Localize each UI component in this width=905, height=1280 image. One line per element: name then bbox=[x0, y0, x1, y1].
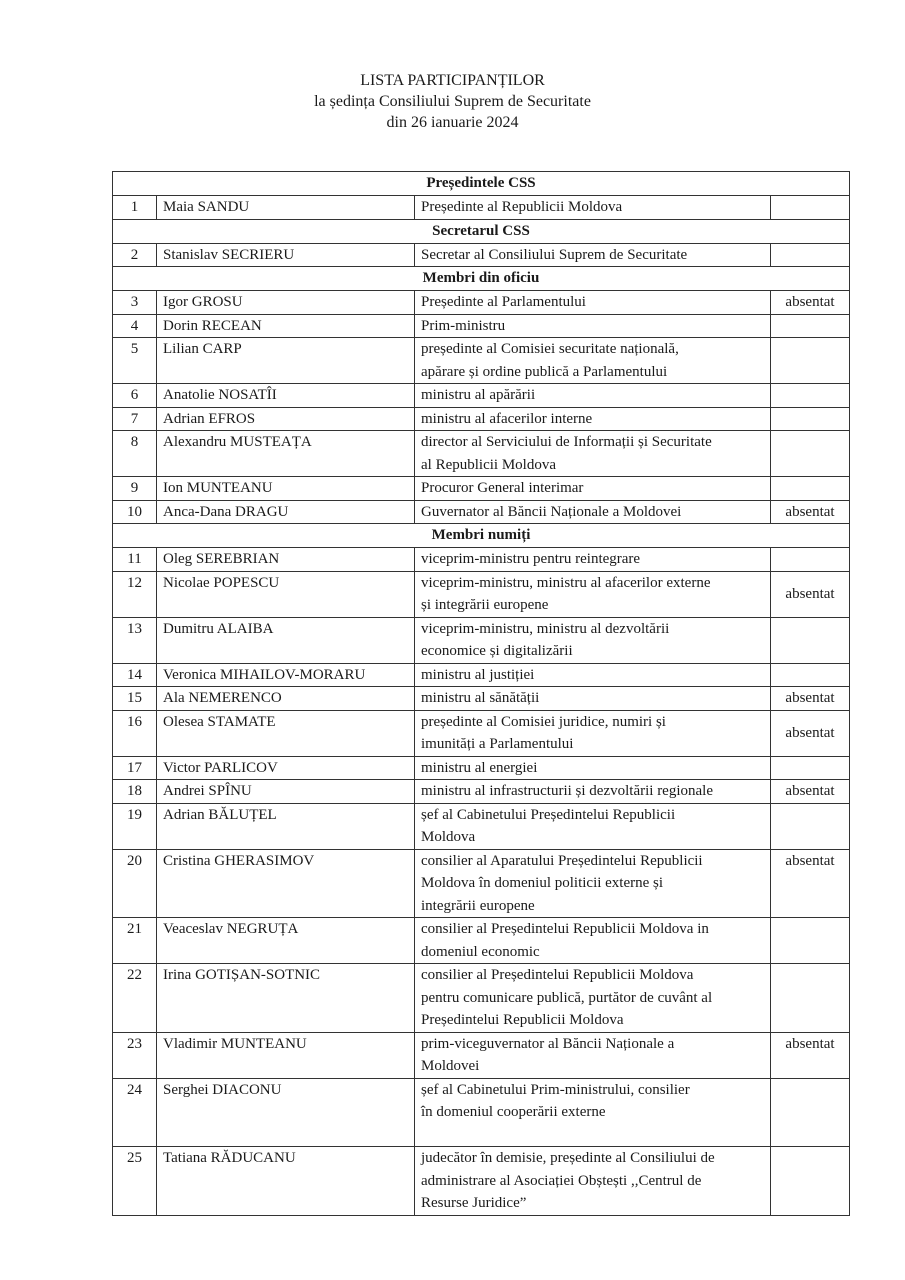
participant-position bbox=[415, 803, 771, 849]
participant-number: 13 bbox=[113, 617, 157, 663]
position-line: Moldova în domeniul politicii externe și bbox=[421, 875, 664, 891]
participant-name: Andrei SPÎNU bbox=[157, 780, 415, 804]
participant-name: Ion MUNTEANU bbox=[157, 477, 415, 501]
participant-name: Dumitru ALAIBA bbox=[157, 617, 415, 663]
participant-number: 1 bbox=[113, 196, 157, 220]
position-line: Resurse Juridice” bbox=[421, 1195, 527, 1211]
participants-table bbox=[112, 171, 850, 1216]
participant-row bbox=[113, 571, 850, 617]
participant-position bbox=[415, 849, 771, 918]
participant-row bbox=[113, 803, 850, 849]
position-line: domeniul economic bbox=[421, 943, 540, 960]
position-line: Președintelui Republicii Moldova bbox=[421, 1012, 624, 1028]
participant-number: 16 bbox=[113, 710, 157, 756]
attendance-status bbox=[771, 477, 850, 501]
participant-position bbox=[415, 407, 771, 431]
position-line: și integrării europene bbox=[421, 597, 549, 613]
participant-position bbox=[415, 196, 771, 220]
position-line: director al Serviciului de Informații și Securitate bbox=[421, 434, 712, 450]
participant-name: Stanislav SECRIERU bbox=[157, 243, 415, 267]
participant-name: Adrian EFROS bbox=[157, 407, 415, 431]
attendance-status: absentat bbox=[771, 780, 850, 804]
position-line: Moldovei bbox=[421, 1058, 480, 1074]
participant-position bbox=[415, 964, 771, 1033]
participant-name: Alexandru MUSTEAȚA bbox=[157, 431, 415, 477]
attendance-status bbox=[771, 964, 850, 1033]
participant-row bbox=[113, 338, 850, 384]
participant-number: 22 bbox=[113, 964, 157, 1033]
position-line: șef al Cabinetului Președintelui Republicii bbox=[421, 806, 676, 823]
participant-name: Adrian BĂLUȚEL bbox=[157, 803, 415, 849]
participant-row bbox=[113, 291, 850, 315]
document-title: LISTA PARTICIPANȚILOR bbox=[360, 72, 545, 89]
attendance-status bbox=[771, 918, 850, 964]
participant-position bbox=[415, 1032, 771, 1078]
document-subtitle: la ședința Consiliului Suprem de Securitate bbox=[314, 93, 591, 110]
attendance-status: absentat bbox=[771, 291, 850, 315]
participant-number: 17 bbox=[113, 756, 157, 780]
participant-number: 12 bbox=[113, 571, 157, 617]
participant-name: Ala NEMERENCO bbox=[157, 687, 415, 711]
section-title: Membri numiți bbox=[113, 524, 850, 548]
participant-position bbox=[415, 617, 771, 663]
participant-position bbox=[415, 384, 771, 408]
position-line: consilier al Aparatului Președintelui Republicii bbox=[421, 852, 703, 869]
position-line: prim-viceguvernator al Băncii Naționale a bbox=[421, 1035, 675, 1052]
section-row bbox=[113, 524, 850, 548]
participant-row bbox=[113, 407, 850, 431]
participant-row bbox=[113, 243, 850, 267]
attendance-status bbox=[771, 803, 850, 849]
participant-number: 18 bbox=[113, 780, 157, 804]
participant-name: Cristina GHERASIMOV bbox=[157, 849, 415, 918]
position-line: integrării europene bbox=[421, 897, 535, 914]
participant-name: Irina GOTIȘAN-SOTNIC bbox=[157, 964, 415, 1033]
participant-name: Oleg SEREBRIAN bbox=[157, 548, 415, 572]
participant-name: Dorin RECEAN bbox=[157, 314, 415, 338]
attendance-status: absentat bbox=[771, 849, 850, 918]
position-line: ministru al energiei bbox=[421, 759, 538, 776]
attendance-status: absentat bbox=[771, 571, 850, 617]
participant-row bbox=[113, 431, 850, 477]
attendance-status: absentat bbox=[771, 1032, 850, 1078]
participant-name: Anatolie NOSATÎI bbox=[157, 384, 415, 408]
position-line: apărare și ordine publică a Parlamentului bbox=[421, 363, 668, 380]
attendance-status bbox=[771, 617, 850, 663]
participant-row bbox=[113, 196, 850, 220]
participant-name: Tatiana RĂDUCANU bbox=[157, 1147, 415, 1216]
participant-number: 24 bbox=[113, 1078, 157, 1147]
participant-position bbox=[415, 548, 771, 572]
participant-row bbox=[113, 314, 850, 338]
participant-row bbox=[113, 964, 850, 1033]
attendance-status bbox=[771, 196, 850, 220]
position-line: șef al Cabinetului Prim-ministrului, consilier bbox=[421, 1081, 690, 1098]
participant-position bbox=[415, 338, 771, 384]
section-title: Membri din oficiu bbox=[113, 267, 850, 291]
participant-name: Victor PARLICOV bbox=[157, 756, 415, 780]
participant-row bbox=[113, 687, 850, 711]
participant-position bbox=[415, 291, 771, 315]
participant-name: Maia SANDU bbox=[157, 196, 415, 220]
position-line: ministru al justiției bbox=[421, 666, 535, 683]
participant-row bbox=[113, 1147, 850, 1216]
participant-position bbox=[415, 314, 771, 338]
attendance-status bbox=[771, 431, 850, 477]
position-line: consilier al Președintelui Republicii Moldova bbox=[421, 967, 694, 983]
attendance-status bbox=[771, 243, 850, 267]
participant-position bbox=[415, 431, 771, 477]
position-line: ministru al apărării bbox=[421, 387, 536, 403]
participant-name: Veronica MIHAILOV-MORARU bbox=[157, 663, 415, 687]
position-line: ministru al infrastructurii și dezvoltării regionale bbox=[421, 783, 713, 799]
participant-number: 23 bbox=[113, 1032, 157, 1078]
participant-number: 4 bbox=[113, 314, 157, 338]
participant-name: Lilian CARP bbox=[157, 338, 415, 384]
position-line: economice și digitalizării bbox=[421, 643, 573, 659]
position-line: viceprim-ministru, ministru al afacerilor externe bbox=[421, 574, 711, 591]
participant-row bbox=[113, 548, 850, 572]
participant-number: 10 bbox=[113, 500, 157, 524]
attendance-status: absentat bbox=[771, 500, 850, 524]
position-line: viceprim-ministru, ministru al dezvoltării bbox=[421, 620, 670, 637]
participant-name: Veaceslav NEGRUȚA bbox=[157, 918, 415, 964]
participant-name: Nicolae POPESCU bbox=[157, 571, 415, 617]
participant-row bbox=[113, 1078, 850, 1147]
attendance-status bbox=[771, 384, 850, 408]
participant-number: 3 bbox=[113, 291, 157, 315]
participant-position bbox=[415, 687, 771, 711]
participant-row bbox=[113, 849, 850, 918]
participant-row bbox=[113, 663, 850, 687]
attendance-status: absentat bbox=[771, 687, 850, 711]
participant-number: 21 bbox=[113, 918, 157, 964]
participant-position bbox=[415, 710, 771, 756]
position-line: Președinte al Republicii Moldova bbox=[421, 199, 623, 215]
participant-position bbox=[415, 243, 771, 267]
position-line: Guvernator al Băncii Naționale a Moldovei bbox=[421, 503, 682, 520]
participant-row bbox=[113, 780, 850, 804]
participant-number: 7 bbox=[113, 407, 157, 431]
position-line: judecător în demisie, președinte al Consiliului de bbox=[421, 1150, 715, 1166]
attendance-status: absentat bbox=[771, 710, 850, 756]
section-row bbox=[113, 219, 850, 243]
participant-row bbox=[113, 1032, 850, 1078]
participant-position bbox=[415, 500, 771, 524]
participant-position bbox=[415, 477, 771, 501]
participant-name: Igor GROSU bbox=[157, 291, 415, 315]
attendance-status bbox=[771, 1078, 850, 1147]
position-line: Președinte al Parlamentului bbox=[421, 294, 586, 310]
attendance-status bbox=[771, 1147, 850, 1216]
position-line: ministru al afacerilor interne bbox=[421, 410, 593, 427]
participant-number: 6 bbox=[113, 384, 157, 408]
position-line: în domeniul cooperării externe bbox=[421, 1104, 606, 1120]
position-line: imunități a Parlamentului bbox=[421, 736, 574, 752]
participant-position bbox=[415, 918, 771, 964]
position-line: președinte al Comisiei securitate națională, bbox=[421, 341, 679, 357]
participant-number: 11 bbox=[113, 548, 157, 572]
document-header bbox=[0, 70, 905, 133]
position-line: consilier al Președintelui Republicii Moldova in bbox=[421, 921, 709, 937]
participant-number: 20 bbox=[113, 849, 157, 918]
section-title: Secretarul CSS bbox=[113, 219, 850, 243]
participant-row bbox=[113, 384, 850, 408]
participant-name: Anca-Dana DRAGU bbox=[157, 500, 415, 524]
participant-position bbox=[415, 571, 771, 617]
participant-position bbox=[415, 1147, 771, 1216]
participant-number: 15 bbox=[113, 687, 157, 711]
position-line: Procuror General interimar bbox=[421, 480, 584, 496]
position-line: viceprim-ministru pentru reintegrare bbox=[421, 551, 641, 567]
participant-position bbox=[415, 780, 771, 804]
participant-number: 14 bbox=[113, 663, 157, 687]
participant-number: 9 bbox=[113, 477, 157, 501]
participant-row bbox=[113, 500, 850, 524]
position-line: președinte al Comisiei juridice, numiri și bbox=[421, 713, 666, 730]
participant-name: Olesea STAMATE bbox=[157, 710, 415, 756]
position-line bbox=[421, 1124, 764, 1147]
position-line: Secretar al Consiliului Suprem de Securitate bbox=[421, 246, 688, 263]
position-line: ministru al sănătății bbox=[421, 690, 540, 706]
position-line: al Republicii Moldova bbox=[421, 456, 556, 473]
attendance-status bbox=[771, 338, 850, 384]
participant-number: 2 bbox=[113, 243, 157, 267]
position-line: Prim-ministru bbox=[421, 317, 506, 334]
participant-position bbox=[415, 1078, 771, 1147]
participant-number: 25 bbox=[113, 1147, 157, 1216]
participant-row bbox=[113, 756, 850, 780]
participant-number: 19 bbox=[113, 803, 157, 849]
participant-row bbox=[113, 918, 850, 964]
participant-number: 8 bbox=[113, 431, 157, 477]
participant-row bbox=[113, 617, 850, 663]
position-line: Moldova bbox=[421, 829, 476, 845]
participant-name: Vladimir MUNTEANU bbox=[157, 1032, 415, 1078]
participant-position bbox=[415, 756, 771, 780]
attendance-status bbox=[771, 663, 850, 687]
section-row bbox=[113, 172, 850, 196]
participant-name: Serghei DIACONU bbox=[157, 1078, 415, 1147]
attendance-status bbox=[771, 548, 850, 572]
participant-row bbox=[113, 710, 850, 756]
participant-position bbox=[415, 663, 771, 687]
participant-row bbox=[113, 477, 850, 501]
position-line: administrare al Asociației Obștești ,,Centrul de bbox=[421, 1172, 702, 1189]
attendance-status bbox=[771, 407, 850, 431]
position-line: pentru comunicare publică, purtător de cuvânt al bbox=[421, 989, 713, 1006]
section-row bbox=[113, 267, 850, 291]
attendance-status bbox=[771, 756, 850, 780]
section-title: Președintele CSS bbox=[113, 172, 850, 196]
document-date: din 26 ianuarie 2024 bbox=[386, 114, 519, 131]
participant-number: 5 bbox=[113, 338, 157, 384]
attendance-status bbox=[771, 314, 850, 338]
